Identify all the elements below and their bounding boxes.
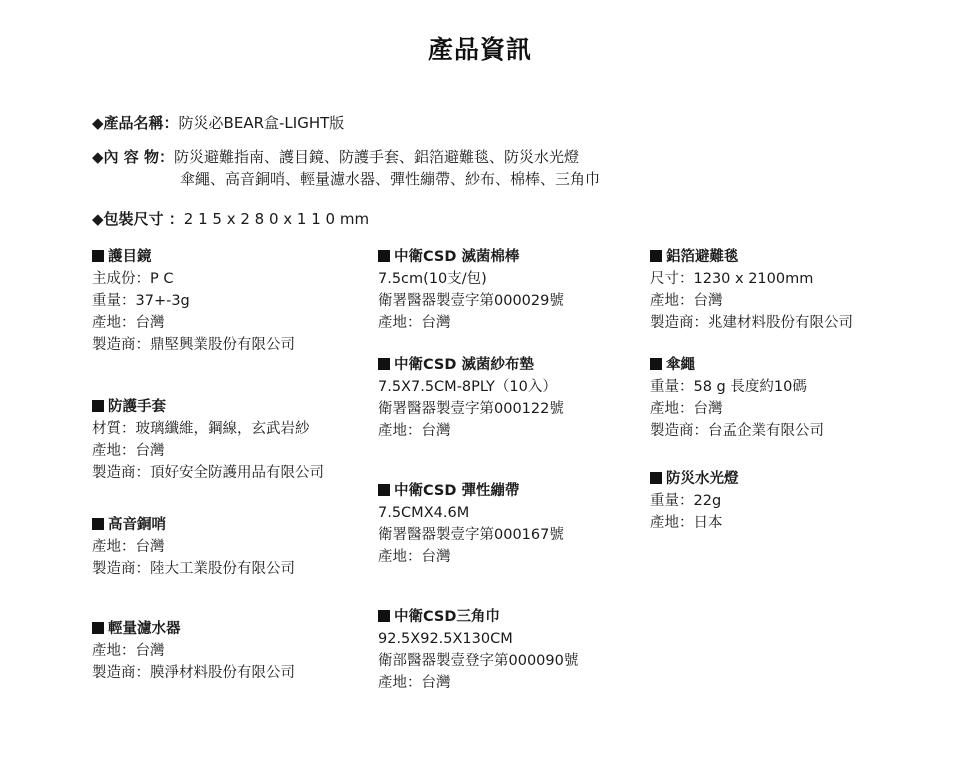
block-line: 製造商：台孟企業有限公司 <box>650 423 824 439</box>
contents-value-1: 防災避難指南、護目鏡、防護手套、鋁箔避難毯、防災水光燈 <box>173 148 579 166</box>
cotton-swab-block <box>378 246 564 334</box>
square-bullet-icon <box>378 250 390 262</box>
square-bullet-icon <box>92 250 104 262</box>
block-title: 中衛CSD 滅菌棉棒 <box>378 246 564 268</box>
block-title: 防護手套 <box>92 396 324 418</box>
gauze-block <box>378 354 564 442</box>
block-title: 中衛CSD三角巾 <box>378 606 578 628</box>
whistle-block <box>92 514 295 580</box>
thermal-blanket-block <box>650 246 853 334</box>
contents-line-2 <box>92 168 600 190</box>
block-line: 產地：台灣 <box>650 293 723 309</box>
block-line: 產地：台灣 <box>378 549 451 565</box>
block-line: 製造商：鼎堅興業股份有限公司 <box>92 337 295 353</box>
block-line: 產地：台灣 <box>92 539 165 555</box>
block-line: 7.5X7.5CM-8PLY（10入） <box>378 379 557 395</box>
gloves-block <box>92 396 324 484</box>
block-line: 製造商：頂好安全防護用品有限公司 <box>92 465 324 481</box>
block-line: 製造商：兆建材料股份有限公司 <box>650 315 853 331</box>
block-line: 產地：台灣 <box>378 315 451 331</box>
block-title: 中衛CSD 滅菌紗布墊 <box>378 354 564 376</box>
block-line: 重量：37+-3g <box>92 293 190 309</box>
block-line: 衛署醫器製壹字第000029號 <box>378 293 564 309</box>
square-bullet-icon <box>378 484 390 496</box>
water-filter-block <box>92 618 295 684</box>
block-line: 衛署醫器製壹字第000122號 <box>378 401 564 417</box>
block-line: 產地：台灣 <box>92 443 165 459</box>
paracord-block <box>650 354 824 442</box>
block-line: 製造商：陸大工業股份有限公司 <box>92 561 295 577</box>
square-bullet-icon <box>92 518 104 530</box>
product-name-line <box>92 112 344 134</box>
size-line <box>92 208 369 230</box>
size-key: ◆包裝尺寸 ： <box>92 210 184 228</box>
block-line: 重量：22g <box>650 493 722 509</box>
block-line: 92.5X92.5X130CM <box>378 631 513 647</box>
square-bullet-icon <box>378 358 390 370</box>
block-line: 尺寸：1230 x 2100mm <box>650 271 814 287</box>
water-light-block <box>650 468 739 534</box>
product-name-value: 防災必BEAR盒-LIGHT版 <box>178 114 345 132</box>
block-line: 7.5CMX4.6M <box>378 505 470 521</box>
triangular-bandage-block <box>378 606 578 694</box>
block-line: 產地：台灣 <box>650 401 723 417</box>
block-title: 鋁箔避難毯 <box>650 246 853 268</box>
product-name-key: ◆產品名稱： <box>92 114 179 132</box>
block-line: 主成份：P C <box>92 271 174 287</box>
square-bullet-icon <box>92 622 104 634</box>
square-bullet-icon <box>378 610 390 622</box>
bandage-block <box>378 480 564 568</box>
block-line: 材質：玻璃纖維，鋼線，玄武岩紗 <box>92 421 310 437</box>
size-value: 2 1 5 x 2 8 0 x 1 1 0 mm <box>183 210 370 228</box>
block-line: 重量：58 g 長度約10碼 <box>650 379 807 395</box>
block-title: 中衛CSD 彈性繃帶 <box>378 480 564 502</box>
page-title: 產品資訊 <box>427 35 532 64</box>
block-line: 衛署醫器製壹字第000167號 <box>378 527 564 543</box>
contents-line <box>92 146 579 168</box>
block-title: 防災水光燈 <box>650 468 739 490</box>
block-line: 7.5cm(10支/包) <box>378 271 487 287</box>
block-line: 製造商：膜淨材料股份有限公司 <box>92 665 295 681</box>
square-bullet-icon <box>650 472 662 484</box>
block-line: 衛部醫器製壹登字第000090號 <box>378 653 579 669</box>
square-bullet-icon <box>650 250 662 262</box>
block-title: 輕量濾水器 <box>92 618 295 640</box>
contents-value-2: 傘繩、高音銅哨、輕量濾水器、彈性繃帶、紗布、棉棒、三角巾 <box>180 170 601 188</box>
block-line: 產地：日本 <box>650 515 723 531</box>
block-line: 產地：台灣 <box>378 423 451 439</box>
block-line: 產地：台灣 <box>378 675 451 691</box>
contents-key: ◆內 容 物： <box>92 148 174 166</box>
block-title: 護目鏡 <box>92 246 295 268</box>
block-line: 產地：台灣 <box>92 315 165 331</box>
square-bullet-icon <box>92 400 104 412</box>
square-bullet-icon <box>650 358 662 370</box>
goggles-block <box>92 246 295 356</box>
block-title: 高音銅哨 <box>92 514 295 536</box>
block-line: 產地：台灣 <box>92 643 165 659</box>
block-title: 傘繩 <box>650 354 824 376</box>
